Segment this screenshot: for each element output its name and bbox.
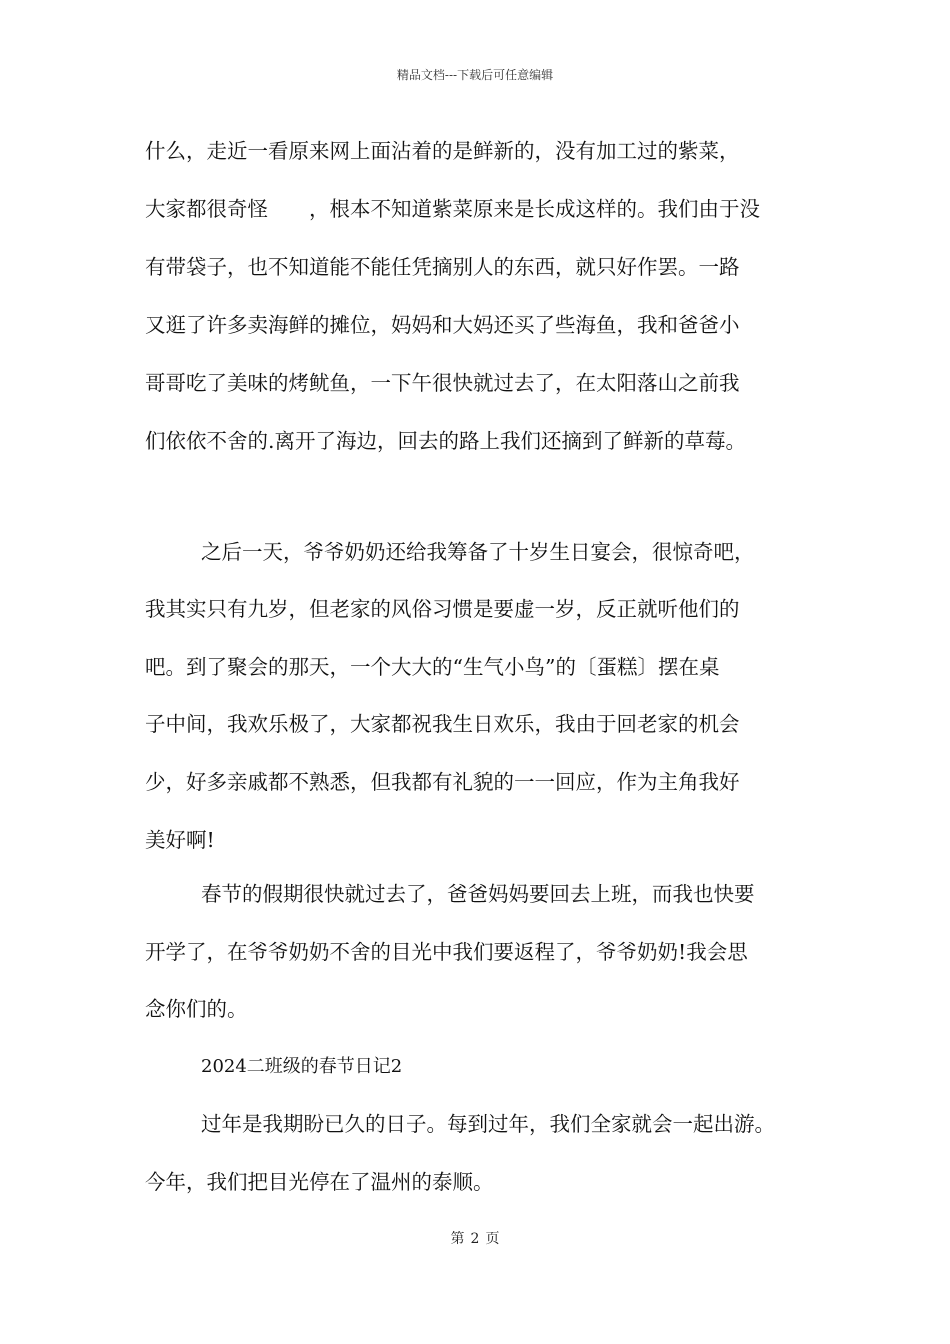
body-line: 美好啊! (145, 828, 215, 852)
body-line: 今年，我们把目光停在了温州的泰顺。 (145, 1170, 494, 1194)
body-line: 大家都很奇怪 ，根本不知道紫菜原来是长成这样的。我们由于没 (145, 197, 760, 221)
body-line: 们依依不舍的.离开了海边，回去的路上我们还摘到了鲜新的草莓。 (145, 429, 747, 453)
body-line: 哥哥吃了美味的烤鱿鱼，一下午很快就过去了，在太阳落山之前我 (145, 371, 740, 395)
body-line: 有带袋子，也不知道能不能任凭摘别人的东西，就只好作罢。一路 (145, 255, 740, 279)
page-header: 精品文档---下载后可任意编辑 (396, 68, 554, 82)
body-line: 什么，走近一看原来网上面沾着的是鲜新的，没有加工过的紫菜， (145, 139, 740, 163)
body-line: 少，好多亲戚都不熟悉，但我都有礼貌的一一回应，作为主角我好 (145, 770, 740, 794)
body-line: 春节的假期很快就过去了，爸爸妈妈要回去上班，而我也快要 (201, 882, 755, 906)
body-line: 子中间，我欢乐极了，大家都祝我生日欢乐，我由于回老家的机会 (145, 712, 740, 736)
page-number: 2 (470, 1231, 480, 1247)
body-line: 之后一天，爷爷奶奶还给我筹备了十岁生日宴会，很惊奇吧， (201, 540, 755, 564)
page-label-prefix: 第 (450, 1231, 465, 1247)
page-footer (0, 1228, 950, 1248)
body-line: 又逛了许多卖海鲜的摊位，妈妈和大妈还买了些海鱼，我和爸爸小 (145, 313, 740, 337)
body-line: 吧。到了聚会的那天，一个大大的“生气小鸟”的〔蛋糕〕摆在桌 (145, 655, 720, 679)
body-line: 我其实只有九岁，但老家的风俗习惯是要虚一岁，反正就听他们的 (145, 597, 740, 621)
body-line: 念你们的。 (145, 997, 248, 1021)
page-label-suffix: 页 (485, 1231, 500, 1247)
body-line: 开学了，在爷爷奶奶不舍的目光中我们要返程了，爷爷奶奶!我会思 (145, 940, 748, 964)
section-heading: 2024二班级的春节日记2 (201, 1056, 403, 1077)
body-line: 过年是我期盼已久的日子。每到过年，我们全家就会一起出游。 (201, 1112, 775, 1136)
